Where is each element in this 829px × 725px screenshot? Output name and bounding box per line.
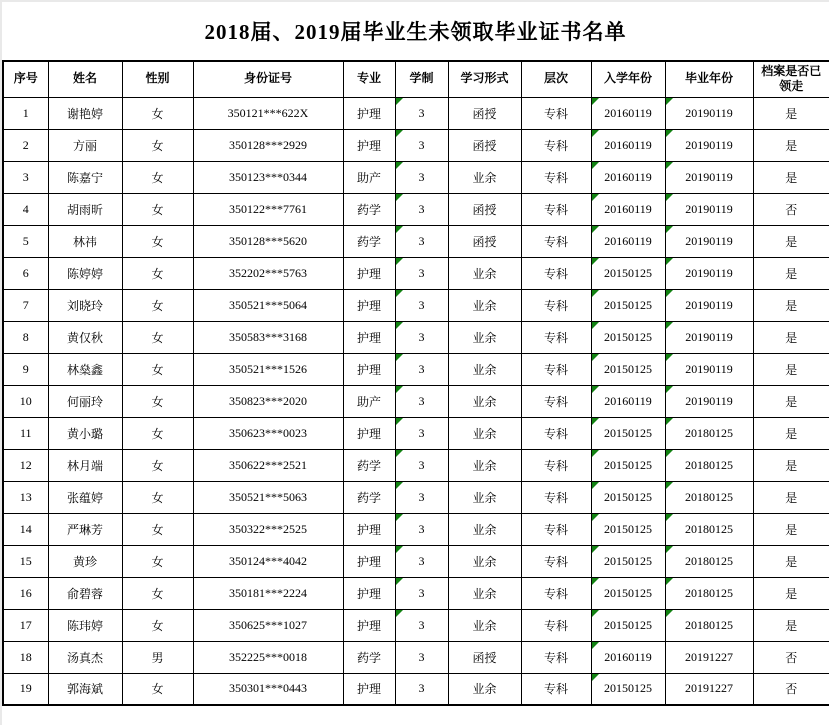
cell-xuezhi: 3 [395, 449, 448, 481]
cell-ruxuenianfen: 20150125 [591, 513, 665, 545]
cell-zhuanye: 助产 [343, 385, 395, 417]
comment-marker-icon [396, 514, 403, 521]
comment-marker-icon [592, 546, 599, 553]
cell-dangan: 是 [753, 545, 829, 577]
cell-xingbie: 女 [122, 289, 193, 321]
cell-zhuanye: 助产 [343, 161, 395, 193]
comment-marker-icon [592, 450, 599, 457]
column-header-dangan: 档案是否已领走 [753, 61, 829, 97]
cell-dangan: 是 [753, 161, 829, 193]
cell-biyenianfen: 20180125 [665, 481, 753, 513]
cell-biyenianfen: 20190119 [665, 161, 753, 193]
cell-xuezhi: 3 [395, 289, 448, 321]
cell-dangan: 是 [753, 289, 829, 321]
cell-biyenianfen: 20190119 [665, 257, 753, 289]
cell-ruxuenianfen: 20160119 [591, 641, 665, 673]
cell-shenfenzhenghao: 350521***5064 [193, 289, 343, 321]
cell-xingming: 陈婷婷 [48, 257, 122, 289]
cell-xuexixingshi: 业余 [448, 513, 521, 545]
cell-cengci: 专科 [521, 353, 591, 385]
cell-xingbie: 女 [122, 257, 193, 289]
column-header-xuezhi: 学制 [395, 61, 448, 97]
cell-ruxuenianfen: 20150125 [591, 353, 665, 385]
cell-xingbie: 女 [122, 225, 193, 257]
cell-xuezhi: 3 [395, 673, 448, 705]
cell-xuhao: 5 [3, 225, 48, 257]
cell-cengci: 专科 [521, 97, 591, 129]
comment-marker-icon [592, 130, 599, 137]
cell-ruxuenianfen: 20150125 [591, 321, 665, 353]
cell-xuezhi: 3 [395, 129, 448, 161]
table-row [3, 385, 829, 417]
cell-dangan: 是 [753, 385, 829, 417]
comment-marker-icon [396, 98, 403, 105]
cell-cengci: 专科 [521, 321, 591, 353]
cell-xingming: 陈嘉宁 [48, 161, 122, 193]
cell-xingming: 陈玮婷 [48, 609, 122, 641]
comment-marker-icon [666, 610, 673, 617]
cell-cengci: 专科 [521, 129, 591, 161]
comment-marker-icon [666, 418, 673, 425]
cell-zhuanye: 药学 [343, 193, 395, 225]
cell-zhuanye: 护理 [343, 353, 395, 385]
table-row [3, 321, 829, 353]
cell-cengci: 专科 [521, 449, 591, 481]
cell-dangan: 否 [753, 641, 829, 673]
cell-dangan: 是 [753, 321, 829, 353]
cell-xuhao: 9 [3, 353, 48, 385]
cell-xuexixingshi: 业余 [448, 609, 521, 641]
comment-marker-icon [396, 450, 403, 457]
comment-marker-icon [396, 290, 403, 297]
cell-xingbie: 女 [122, 161, 193, 193]
cell-xingming: 何丽玲 [48, 385, 122, 417]
cell-xingming: 郭海斌 [48, 673, 122, 705]
comment-marker-icon [666, 450, 673, 457]
comment-marker-icon [592, 610, 599, 617]
comment-marker-icon [666, 578, 673, 585]
cell-xingming: 黄小璐 [48, 417, 122, 449]
cell-zhuanye: 护理 [343, 673, 395, 705]
cell-xuezhi: 3 [395, 609, 448, 641]
cell-shenfenzhenghao: 350521***5063 [193, 481, 343, 513]
comment-marker-icon [592, 482, 599, 489]
table-row [3, 289, 829, 321]
cell-xuhao: 6 [3, 257, 48, 289]
comment-marker-icon [396, 194, 403, 201]
table-body [3, 97, 829, 705]
cell-shenfenzhenghao: 352202***5763 [193, 257, 343, 289]
cell-xuezhi: 3 [395, 417, 448, 449]
cell-xuhao: 2 [3, 129, 48, 161]
cell-xuexixingshi: 业余 [448, 545, 521, 577]
cell-xuexixingshi: 业余 [448, 161, 521, 193]
comment-marker-icon [396, 354, 403, 361]
comment-marker-icon [592, 194, 599, 201]
cell-cengci: 专科 [521, 641, 591, 673]
cell-ruxuenianfen: 20160119 [591, 161, 665, 193]
cell-cengci: 专科 [521, 289, 591, 321]
cell-ruxuenianfen: 20150125 [591, 289, 665, 321]
cell-cengci: 专科 [521, 609, 591, 641]
cell-xuexixingshi: 业余 [448, 385, 521, 417]
cell-biyenianfen: 20180125 [665, 449, 753, 481]
cell-ruxuenianfen: 20150125 [591, 449, 665, 481]
cell-xingbie: 女 [122, 673, 193, 705]
cell-xingming: 林燊鑫 [48, 353, 122, 385]
comment-marker-icon [666, 482, 673, 489]
cell-xuezhi: 3 [395, 161, 448, 193]
cell-xuhao: 12 [3, 449, 48, 481]
comment-marker-icon [592, 290, 599, 297]
column-header-cengci: 层次 [521, 61, 591, 97]
comment-marker-icon [592, 386, 599, 393]
cell-xuexixingshi: 业余 [448, 481, 521, 513]
cell-xuhao: 3 [3, 161, 48, 193]
comment-marker-icon [592, 162, 599, 169]
cell-xuhao: 8 [3, 321, 48, 353]
cell-xuexixingshi: 业余 [448, 257, 521, 289]
comment-marker-icon [396, 322, 403, 329]
table-header [3, 61, 829, 97]
comment-marker-icon [666, 226, 673, 233]
cell-xuezhi: 3 [395, 225, 448, 257]
table-row [3, 673, 829, 705]
cell-biyenianfen: 20190119 [665, 129, 753, 161]
cell-xingming: 俞碧蓉 [48, 577, 122, 609]
cell-shenfenzhenghao: 350623***0023 [193, 417, 343, 449]
cell-dangan: 否 [753, 673, 829, 705]
cell-xuezhi: 3 [395, 97, 448, 129]
cell-shenfenzhenghao: 350583***3168 [193, 321, 343, 353]
cell-xuhao: 11 [3, 417, 48, 449]
cell-xingming: 林月端 [48, 449, 122, 481]
comment-marker-icon [666, 162, 673, 169]
comment-marker-icon [666, 98, 673, 105]
cell-xingbie: 女 [122, 481, 193, 513]
comment-marker-icon [396, 418, 403, 425]
cell-xuexixingshi: 函授 [448, 225, 521, 257]
cell-xingbie: 男 [122, 641, 193, 673]
cell-ruxuenianfen: 20150125 [591, 481, 665, 513]
comment-marker-icon [396, 482, 403, 489]
table-row [3, 481, 829, 513]
cell-dangan: 是 [753, 225, 829, 257]
table-row [3, 577, 829, 609]
cell-zhuanye: 护理 [343, 289, 395, 321]
cell-xingming: 张蕴婷 [48, 481, 122, 513]
cell-ruxuenianfen: 20150125 [591, 673, 665, 705]
cell-zhuanye: 护理 [343, 609, 395, 641]
cell-biyenianfen: 20180125 [665, 577, 753, 609]
column-header-xingbie: 性别 [122, 61, 193, 97]
comment-marker-icon [666, 258, 673, 265]
cell-xingming: 谢艳婷 [48, 97, 122, 129]
cell-shenfenzhenghao: 350625***1027 [193, 609, 343, 641]
cell-xingbie: 女 [122, 545, 193, 577]
cell-dangan: 是 [753, 129, 829, 161]
comment-marker-icon [396, 610, 403, 617]
comment-marker-icon [666, 514, 673, 521]
cell-xuezhi: 3 [395, 257, 448, 289]
cell-ruxuenianfen: 20160119 [591, 129, 665, 161]
table-row [3, 417, 829, 449]
cell-xuexixingshi: 业余 [448, 673, 521, 705]
cell-dangan: 是 [753, 353, 829, 385]
comment-marker-icon [396, 546, 403, 553]
cell-shenfenzhenghao: 350521***1526 [193, 353, 343, 385]
cell-zhuanye: 药学 [343, 641, 395, 673]
cell-biyenianfen: 20180125 [665, 545, 753, 577]
cell-biyenianfen: 20191227 [665, 641, 753, 673]
cell-ruxuenianfen: 20160119 [591, 97, 665, 129]
cell-xuezhi: 3 [395, 353, 448, 385]
comment-marker-icon [666, 386, 673, 393]
cell-xuezhi: 3 [395, 641, 448, 673]
comment-marker-icon [396, 258, 403, 265]
table-row [3, 641, 829, 673]
cell-shenfenzhenghao: 350622***2521 [193, 449, 343, 481]
cell-xuhao: 13 [3, 481, 48, 513]
cell-xingming: 刘晓玲 [48, 289, 122, 321]
cell-xuexixingshi: 函授 [448, 97, 521, 129]
cell-zhuanye: 护理 [343, 417, 395, 449]
cell-zhuanye: 药学 [343, 449, 395, 481]
cell-xuexixingshi: 业余 [448, 321, 521, 353]
cell-biyenianfen: 20180125 [665, 513, 753, 545]
cell-xingming: 林祎 [48, 225, 122, 257]
cell-zhuanye: 护理 [343, 513, 395, 545]
cell-shenfenzhenghao: 350128***5620 [193, 225, 343, 257]
comment-marker-icon [592, 514, 599, 521]
page-title: 2018届、2019届毕业生未领取毕业证书名单 [204, 20, 627, 44]
cell-xuexixingshi: 业余 [448, 417, 521, 449]
table-row [3, 353, 829, 385]
cell-cengci: 专科 [521, 225, 591, 257]
cell-zhuanye: 护理 [343, 257, 395, 289]
cell-ruxuenianfen: 20160119 [591, 225, 665, 257]
comment-marker-icon [592, 98, 599, 105]
cell-zhuanye: 护理 [343, 545, 395, 577]
cell-biyenianfen: 20180125 [665, 417, 753, 449]
cell-xuexixingshi: 业余 [448, 577, 521, 609]
cell-biyenianfen: 20180125 [665, 609, 753, 641]
cell-zhuanye: 护理 [343, 129, 395, 161]
cell-shenfenzhenghao: 350322***2525 [193, 513, 343, 545]
cell-ruxuenianfen: 20160119 [591, 385, 665, 417]
cell-xingbie: 女 [122, 513, 193, 545]
cell-xuexixingshi: 业余 [448, 353, 521, 385]
cell-ruxuenianfen: 20150125 [591, 577, 665, 609]
cell-cengci: 专科 [521, 161, 591, 193]
cell-ruxuenianfen: 20150125 [591, 417, 665, 449]
comment-marker-icon [592, 354, 599, 361]
graduates-table [2, 60, 829, 706]
cell-cengci: 专科 [521, 481, 591, 513]
cell-xuhao: 10 [3, 385, 48, 417]
cell-xuhao: 17 [3, 609, 48, 641]
column-header-zhuanye: 专业 [343, 61, 395, 97]
cell-biyenianfen: 20190119 [665, 97, 753, 129]
cell-biyenianfen: 20190119 [665, 225, 753, 257]
cell-shenfenzhenghao: 350122***7761 [193, 193, 343, 225]
column-header-ruxuenianfen: 入学年份 [591, 61, 665, 97]
cell-xingbie: 女 [122, 577, 193, 609]
cell-xuexixingshi: 业余 [448, 289, 521, 321]
comment-marker-icon [592, 226, 599, 233]
table-row [3, 545, 829, 577]
cell-xuhao: 14 [3, 513, 48, 545]
cell-xingbie: 女 [122, 193, 193, 225]
column-header-xingming: 姓名 [48, 61, 122, 97]
cell-shenfenzhenghao: 350181***2224 [193, 577, 343, 609]
cell-dangan: 是 [753, 97, 829, 129]
table-row [3, 161, 829, 193]
cell-shenfenzhenghao: 350124***4042 [193, 545, 343, 577]
cell-zhuanye: 护理 [343, 97, 395, 129]
cell-xuexixingshi: 函授 [448, 193, 521, 225]
table-row [3, 225, 829, 257]
cell-cengci: 专科 [521, 545, 591, 577]
cell-zhuanye: 护理 [343, 577, 395, 609]
table-row [3, 609, 829, 641]
comment-marker-icon [592, 322, 599, 329]
cell-cengci: 专科 [521, 257, 591, 289]
cell-dangan: 是 [753, 417, 829, 449]
cell-xuhao: 4 [3, 193, 48, 225]
column-header-biyenianfen: 毕业年份 [665, 61, 753, 97]
comment-marker-icon [666, 194, 673, 201]
cell-ruxuenianfen: 20150125 [591, 545, 665, 577]
cell-dangan: 是 [753, 577, 829, 609]
cell-xuezhi: 3 [395, 481, 448, 513]
comment-marker-icon [592, 674, 599, 681]
cell-dangan: 是 [753, 257, 829, 289]
table-row [3, 193, 829, 225]
comment-marker-icon [396, 162, 403, 169]
cell-biyenianfen: 20190119 [665, 353, 753, 385]
cell-xuezhi: 3 [395, 513, 448, 545]
comment-marker-icon [396, 130, 403, 137]
cell-shenfenzhenghao: 352225***0018 [193, 641, 343, 673]
cell-dangan: 是 [753, 481, 829, 513]
cell-dangan: 是 [753, 513, 829, 545]
comment-marker-icon [592, 578, 599, 585]
cell-dangan: 否 [753, 193, 829, 225]
cell-xingbie: 女 [122, 417, 193, 449]
cell-ruxuenianfen: 20160119 [591, 193, 665, 225]
table-row [3, 257, 829, 289]
comment-marker-icon [592, 258, 599, 265]
cell-shenfenzhenghao: 350128***2929 [193, 129, 343, 161]
cell-xuhao: 18 [3, 641, 48, 673]
cell-cengci: 专科 [521, 577, 591, 609]
cell-xingming: 黄珍 [48, 545, 122, 577]
table-row [3, 513, 829, 545]
cell-xingbie: 女 [122, 385, 193, 417]
cell-shenfenzhenghao: 350823***2020 [193, 385, 343, 417]
header-row [3, 61, 829, 97]
document-page [2, 2, 829, 725]
cell-xuezhi: 3 [395, 321, 448, 353]
comment-marker-icon [666, 290, 673, 297]
cell-shenfenzhenghao: 350123***0344 [193, 161, 343, 193]
comment-marker-icon [666, 322, 673, 329]
cell-xingbie: 女 [122, 321, 193, 353]
cell-biyenianfen: 20190119 [665, 385, 753, 417]
cell-xingbie: 女 [122, 129, 193, 161]
cell-zhuanye: 护理 [343, 321, 395, 353]
comment-marker-icon [396, 226, 403, 233]
cell-cengci: 专科 [521, 513, 591, 545]
cell-cengci: 专科 [521, 385, 591, 417]
cell-dangan: 是 [753, 609, 829, 641]
cell-xingbie: 女 [122, 609, 193, 641]
cell-xingming: 黄仅秋 [48, 321, 122, 353]
cell-xuezhi: 3 [395, 193, 448, 225]
cell-xuezhi: 3 [395, 385, 448, 417]
column-header-shenfenzhenghao: 身份证号 [193, 61, 343, 97]
comment-marker-icon [592, 418, 599, 425]
cell-zhuanye: 药学 [343, 225, 395, 257]
cell-biyenianfen: 20190119 [665, 289, 753, 321]
cell-cengci: 专科 [521, 417, 591, 449]
cell-xingbie: 女 [122, 97, 193, 129]
comment-marker-icon [592, 642, 599, 649]
comment-marker-icon [666, 354, 673, 361]
table-row [3, 449, 829, 481]
cell-xingming: 胡雨昕 [48, 193, 122, 225]
table-row [3, 129, 829, 161]
comment-marker-icon [666, 546, 673, 553]
comment-marker-icon [666, 130, 673, 137]
cell-biyenianfen: 20190119 [665, 321, 753, 353]
cell-cengci: 专科 [521, 193, 591, 225]
column-header-xuexixingshi: 学习形式 [448, 61, 521, 97]
cell-xuexixingshi: 函授 [448, 641, 521, 673]
cell-ruxuenianfen: 20150125 [591, 609, 665, 641]
cell-shenfenzhenghao: 350121***622X [193, 97, 343, 129]
cell-xuezhi: 3 [395, 545, 448, 577]
cell-dangan: 是 [753, 449, 829, 481]
cell-zhuanye: 药学 [343, 481, 395, 513]
cell-biyenianfen: 20190119 [665, 193, 753, 225]
cell-shenfenzhenghao: 350301***0443 [193, 673, 343, 705]
column-header-xuhao: 序号 [3, 61, 48, 97]
cell-xuexixingshi: 函授 [448, 129, 521, 161]
cell-xuexixingshi: 业余 [448, 449, 521, 481]
cell-ruxuenianfen: 20150125 [591, 257, 665, 289]
cell-cengci: 专科 [521, 673, 591, 705]
cell-xuhao: 1 [3, 97, 48, 129]
cell-xingbie: 女 [122, 449, 193, 481]
cell-biyenianfen: 20191227 [665, 673, 753, 705]
comment-marker-icon [396, 386, 403, 393]
cell-xuhao: 16 [3, 577, 48, 609]
cell-xingming: 汤真杰 [48, 641, 122, 673]
cell-xuezhi: 3 [395, 577, 448, 609]
table-row [3, 97, 829, 129]
cell-xuhao: 15 [3, 545, 48, 577]
cell-xingming: 严琳芳 [48, 513, 122, 545]
comment-marker-icon [396, 578, 403, 585]
cell-xingming: 方丽 [48, 129, 122, 161]
cell-xuhao: 7 [3, 289, 48, 321]
cell-xingbie: 女 [122, 353, 193, 385]
cell-xuhao: 19 [3, 673, 48, 705]
